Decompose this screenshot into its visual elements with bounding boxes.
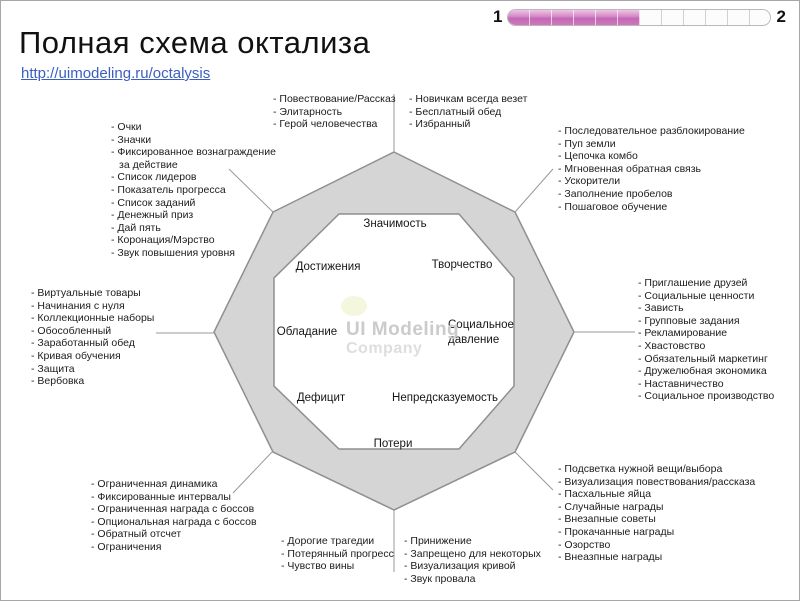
list-item: - Повествование/Рассказ bbox=[273, 93, 396, 106]
list-item: - Защита bbox=[31, 363, 154, 376]
core-drive-empowerment: Творчество bbox=[431, 259, 493, 271]
core-drive-meaning: Значимость bbox=[363, 218, 427, 230]
list-achievements bbox=[111, 121, 289, 260]
list-item: - Начинания с нуля bbox=[31, 300, 154, 313]
list-item: - Фиксированное вознаграждение за действие bbox=[111, 146, 289, 171]
list-scarcity bbox=[91, 478, 257, 554]
list-item: - Элитарность bbox=[273, 106, 396, 119]
list-item: - Пошаговое обучение bbox=[558, 201, 745, 214]
list-item: - Дружелюбная экономика bbox=[638, 365, 774, 378]
list-item: - Бесплатный обед bbox=[409, 106, 527, 119]
list-item: - Список заданий bbox=[111, 197, 289, 210]
list-item: - Последовательное разблокирование bbox=[558, 125, 745, 138]
list-item: - Новичкам всегда везет bbox=[409, 93, 527, 106]
core-drive-unpredictability: Непредсказуемость bbox=[392, 392, 498, 404]
core-drive-loss: Потери bbox=[373, 438, 413, 450]
list-item: - Пасхальные яйца bbox=[558, 488, 755, 501]
list-item: - Рекламирование bbox=[638, 327, 774, 340]
pager-next-number: 2 bbox=[776, 7, 786, 26]
list-item: - Денежный приз bbox=[111, 209, 289, 222]
list-item: - Наставничество bbox=[638, 378, 774, 391]
connector-bottom-right bbox=[515, 452, 553, 490]
list-item: - Запрещено для некоторых bbox=[404, 548, 541, 561]
list-unpredictability bbox=[558, 463, 755, 564]
source-link[interactable]: http://uimodeling.ru/octalysis bbox=[21, 65, 211, 82]
list-item: - Показатель прогресса bbox=[111, 184, 289, 197]
list-item: - Принижение bbox=[404, 535, 541, 548]
list-meaning-right bbox=[409, 93, 527, 131]
list-item: - Вербовка bbox=[31, 375, 154, 388]
list-item: - Заработанный обед bbox=[31, 337, 154, 350]
core-drive-scarcity: Дефицит bbox=[296, 392, 346, 404]
list-item: - Визуализация повествования/рассказа bbox=[558, 476, 755, 489]
list-item: - Кривая обучения bbox=[31, 350, 154, 363]
list-ownership bbox=[31, 287, 154, 388]
core-drive-accomplishment: Достижения bbox=[295, 261, 361, 273]
list-item: - Ограниченная динамика bbox=[91, 478, 257, 491]
list-item: - Подсветка нужной вещи/выбора bbox=[558, 463, 755, 476]
list-item: - Коллекционные наборы bbox=[31, 312, 154, 325]
list-item: - Очки bbox=[111, 121, 289, 134]
pager-current-number: 1 bbox=[493, 7, 503, 26]
list-item: - Дай пять bbox=[111, 222, 289, 235]
list-item: - Обязательный маркетинг bbox=[638, 353, 774, 366]
list-item: - Социальное производство bbox=[638, 390, 774, 403]
list-item: - Коронация/Мэрство bbox=[111, 234, 289, 247]
list-item: - Потерянный прогресс bbox=[281, 548, 394, 561]
list-item: - Озорство bbox=[558, 539, 755, 552]
list-item: - Заполнение пробелов bbox=[558, 188, 745, 201]
list-item: - Ускорители bbox=[558, 175, 745, 188]
list-item: - Избранный bbox=[409, 118, 527, 131]
core-drive-ownership: Обладание bbox=[276, 326, 338, 338]
list-item: - Ограничения bbox=[91, 541, 257, 554]
list-item: - Обратный отсчет bbox=[91, 528, 257, 541]
list-item: - Звук провала bbox=[404, 573, 541, 586]
list-item: - Социальные ценности bbox=[638, 290, 774, 303]
core-drive-social-line2: давление bbox=[448, 334, 500, 346]
watermark-line1: UI Modeling bbox=[346, 319, 460, 340]
list-item: - Обособленный bbox=[31, 325, 154, 338]
list-loss-right bbox=[404, 535, 541, 585]
list-item: - Групповые задания bbox=[638, 315, 774, 328]
list-item: - Значки bbox=[111, 134, 289, 147]
list-item: - Список лидеров bbox=[111, 171, 289, 184]
list-item: - Случайные награды bbox=[558, 501, 755, 514]
watermark-line2: Company bbox=[346, 340, 423, 357]
list-item: - Мгновенная обратная связь bbox=[558, 163, 745, 176]
list-item: - Виртуальные товары bbox=[31, 287, 154, 300]
list-item: - Приглашение друзей bbox=[638, 277, 774, 290]
list-item: - Ограниченная награда с боссов bbox=[91, 503, 257, 516]
list-item: - Визуализация кривой bbox=[404, 560, 541, 573]
list-item: - Внезапные советы bbox=[558, 513, 755, 526]
page-title: Полная схема октализа bbox=[19, 25, 371, 60]
list-meaning-left bbox=[273, 93, 396, 131]
connector-top-right bbox=[515, 169, 553, 212]
list-item: - Герой человечества bbox=[273, 118, 396, 131]
watermark-blob bbox=[341, 296, 367, 316]
list-social bbox=[638, 277, 774, 403]
list-item: - Опциональная награда с боссов bbox=[91, 516, 257, 529]
list-item: - Внеазпные награды bbox=[558, 551, 755, 564]
list-item: - Чувство вины bbox=[281, 560, 394, 573]
list-item: - Дорогие трагедии bbox=[281, 535, 394, 548]
core-drive-social-line1: Социальное bbox=[448, 319, 514, 331]
list-item: - Прокачанные награды bbox=[558, 526, 755, 539]
list-item: - Пуп земли bbox=[558, 138, 745, 151]
list-loss-left bbox=[281, 535, 394, 573]
list-creativity bbox=[558, 125, 745, 213]
list-item: - Звук повышения уровня bbox=[111, 247, 289, 260]
list-item: - Зависть bbox=[638, 302, 774, 315]
list-item: - Фиксированные интервалы bbox=[91, 491, 257, 504]
list-item: - Цепочка комбо bbox=[558, 150, 745, 163]
list-item: - Хвастовство bbox=[638, 340, 774, 353]
